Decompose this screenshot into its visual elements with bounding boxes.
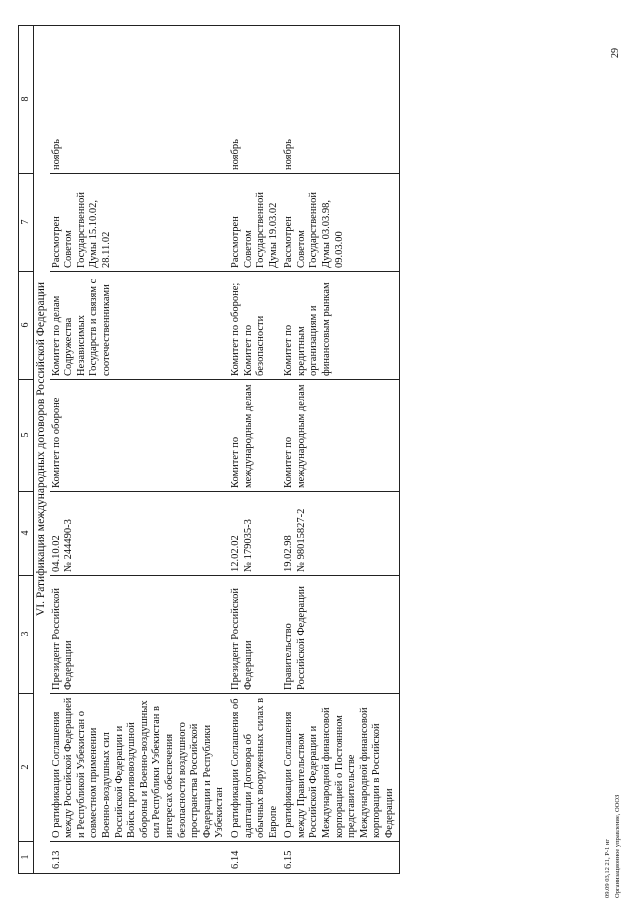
month: ноябрь bbox=[50, 26, 229, 174]
page-number: 29 bbox=[610, 48, 621, 58]
registration: 04.10.02 № 244490-3 bbox=[50, 492, 229, 576]
row-number: 6.13 bbox=[50, 842, 229, 874]
col-number: 4 bbox=[19, 492, 34, 576]
column-number-row bbox=[19, 26, 34, 874]
co-committee: Комитет по кредитным организациям и финансовым рынкам bbox=[282, 272, 399, 380]
co-committee: Комитет по обороне; Комитет по безопасности bbox=[229, 272, 282, 380]
responsible-committee: Комитет по международным делам bbox=[282, 380, 399, 492]
initiator: Президент Российской Федерации bbox=[229, 576, 282, 694]
initiator: Президент Российской Федерации bbox=[50, 576, 229, 694]
col-number: 3 bbox=[19, 576, 34, 694]
table-row bbox=[282, 26, 399, 874]
month: ноябрь bbox=[282, 26, 399, 174]
bill-title: О ратификации Соглашения об адаптации Договора об обычных вооруженных силах в Европе bbox=[229, 694, 282, 842]
status: Рассмотрен Советом Государственной Думы 15.10.02, 28.11.02 bbox=[50, 174, 229, 272]
bill-title: О ратификации Соглашения между Правительством Российской Федерации и Международной финансовой корпорацией о Постоянном представительстве Международной финансовой корпорации в Российской Федерации bbox=[282, 694, 399, 842]
row-number: 6.15 bbox=[282, 842, 399, 874]
registration: 19.02.98 № 98015827-2 bbox=[282, 492, 399, 576]
responsible-committee: Комитет по международным делам bbox=[229, 380, 282, 492]
row-number: 6.14 bbox=[229, 842, 282, 874]
status: Рассмотрен Советом Государственной Думы 19.03.02 bbox=[229, 174, 282, 272]
month: ноябрь bbox=[229, 26, 282, 174]
status: Рассмотрен Советом Государственной Думы 03.03.98, 09.03.00 bbox=[282, 174, 399, 272]
section-heading-row bbox=[34, 26, 50, 874]
col-number: 7 bbox=[19, 174, 34, 272]
bill-title: О ратификации Соглашения между Российской Федерацией и Республикой Узбекистан о совместном применении Военно-воздушных сил Российской Федерации и Войск противовоздушной обороны и Военно-воздушных сил Республики Узбекистан в интересах обеспечения безопасности воздушного пространства Российской Федерации и Республики Узбекистан bbox=[50, 694, 229, 842]
table-row bbox=[50, 26, 229, 874]
col-number: 5 bbox=[19, 380, 34, 492]
col-number: 6 bbox=[19, 272, 34, 380]
col-number: 1 bbox=[19, 842, 34, 874]
section-title: VI. Ратификация международных договоров Российской Федерации bbox=[34, 26, 50, 874]
table-row bbox=[229, 26, 282, 874]
co-committee: Комитет по делам Содружества Независимых Государств и связям с соотечественниками bbox=[50, 272, 229, 380]
col-number: 2 bbox=[19, 694, 34, 842]
footer-department: Организационное управление, ОООЗ bbox=[614, 794, 621, 898]
responsible-committee: Комитет по обороне bbox=[50, 380, 229, 492]
footer-code: 09.09 03,12 21, Р-1 нг bbox=[604, 838, 611, 898]
initiator: Правительство Российской Федерации bbox=[282, 576, 399, 694]
registration: 12.02.02 № 179035-3 bbox=[229, 492, 282, 576]
ratification-table bbox=[18, 25, 400, 874]
col-number: 8 bbox=[19, 26, 34, 174]
